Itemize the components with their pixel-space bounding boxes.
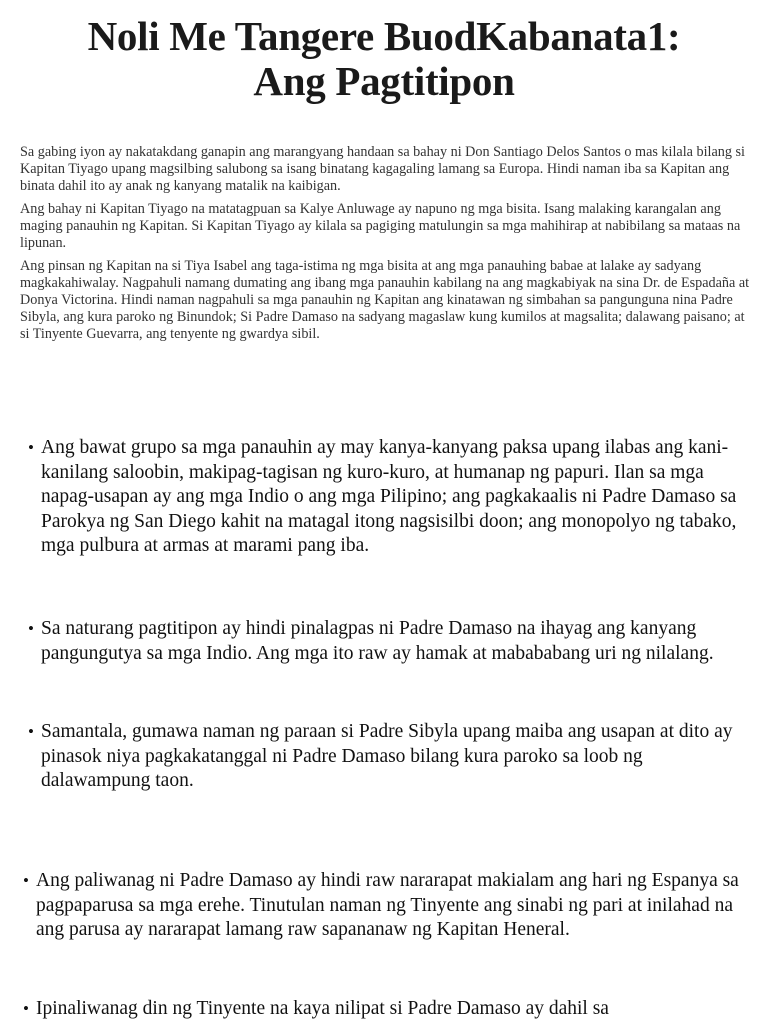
title-line-1: Noli Me Tangere BuodKabanata1: (87, 13, 681, 59)
bullet-dot-icon: • (28, 619, 34, 638)
intro-paragraph: Ang pinsan ng Kapitan na si Tiya Isabel ang taga-istima ng mga bisita at ang mga panauhing babae at lalake ay sadyang magkakahiwalay. Nagpahuli namang dumating ang ibang mga panauhin kabilang na ang magkabiyak na sina Dr. de Espadaña at Donya Victorina. Hindi naman nagpahuli sa mga panauhin ng Kapitan ang kinatawan ng simbahan sa pangunguna nina Padre Sibyla, ang kura paroko ng Binundok; Si Padre Damaso na sadyang magaslaw kung kumilos at magsalita; dalawang paisano; at si Tinyente Guevarra, ang tenyente ng gwardya sibil. (20, 258, 750, 342)
bullet-dot-icon: • (23, 871, 29, 890)
page-title (0, 14, 768, 104)
bullet-text: Ang paliwanag ni Padre Damaso ay hindi raw nararapat makialam ang hari ng Espanya sa pagpaparusa sa mga erehe. Tinutulan naman ng Tinyente ang sinabi ng pari at inilahad na ang parusa ay nararapat lamang raw sapananaw ng Kapitan Heneral. (36, 870, 739, 941)
bullet-dot-icon: • (28, 722, 34, 741)
bullet-dot-icon: • (28, 438, 34, 457)
intro-paragraph: Sa gabing iyon ay nakatakdang ganapin ang marangyang handaan sa bahay ni Don Santiago Delos Santos o mas kilala bilang si Kapitan Tiyago upang magsilbing salubong sa isang binatang kagagaling lamang sa Europa. Hindi naman iba sa Kapitan ang binata dahil ito ay anak ng kanyang matalik na kaibigan. (20, 144, 745, 194)
intro-paragraph: Ang bahay ni Kapitan Tiyago na matatagpuan sa Kalye Anluwage ay napuno ng mga bisita. Isang malaking karangalan ang maging panauhin ng Kapitan. Si Kapitan Tiyago ay kilala sa pagiging matulungin sa mga mahihirap at nabibilang sa mataas na lipunan. (20, 201, 741, 251)
bullet-item (23, 869, 748, 943)
bullet-text: Ang bawat grupo sa mga panauhin ay may kanya-kanyang paksa upang ilabas ang kani-kanilang saloobin, makipag-tagisan ng kuro-kuro, at humanap ng papuri. Ilan sa mga napag-usapan ay ang mga Indio o ang mga Pilipino; ang pagkakaalis ni Padre Damaso sa Parokya ng San Diego kahit na matagal itong nagsisilbi doon; ang monopolyo ng tabako, mga pulbura at armas at marami pang iba. (41, 437, 737, 557)
bullet-text: Samantala, gumawa naman ng paraan si Padre Sibyla upang maiba ang usapan at dito ay pinasok niya pagkakatanggal ni Padre Damaso bilang kura paroko sa loob ng dalawampung taon. (41, 721, 733, 792)
title-line-2: Ang Pagtitipon (253, 58, 515, 104)
intro-section (20, 144, 750, 349)
bullet-item (28, 720, 753, 794)
bullet-item (23, 997, 748, 1022)
bullet-text: Sa naturang pagtitipon ay hindi pinalagpas ni Padre Damaso na ihayag ang kanyang pangungutya sa mga Indio. Ang mga ito raw ay hamak at mabababang uri ng nilalang. (41, 618, 714, 664)
bullet-dot-icon: • (23, 999, 29, 1018)
bullet-item (28, 617, 753, 666)
bullet-text: Ipinaliwanag din ng Tinyente na kaya nilipat si Padre Damaso ay dahil sa (36, 998, 609, 1019)
bullet-item (28, 436, 753, 559)
